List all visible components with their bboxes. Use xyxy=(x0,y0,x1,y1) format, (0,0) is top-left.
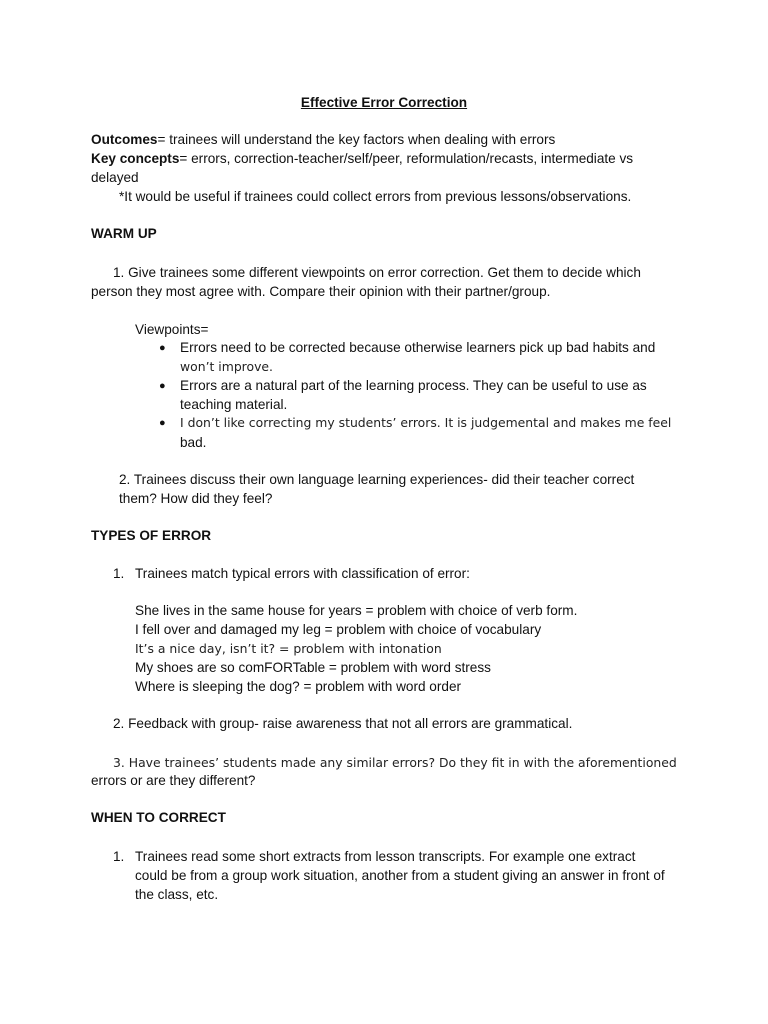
outcomes-text: = trainees will understand the key factors when dealing with errors xyxy=(157,132,556,147)
error-example-5: Where is sleeping the dog? = problem with word order xyxy=(135,679,462,694)
error-example-4: My shoes are so comFORTable = problem with word stress xyxy=(135,660,491,675)
key-concepts-text: = errors, correction-teacher/self/peer, reformulation/recasts, intermediate vs xyxy=(179,151,634,166)
viewpoint-3-line1: I don’t like correcting my students’ errors. It is judgemental and makes me feel xyxy=(180,415,672,430)
note-text: *It would be useful if trainees could collect errors from previous lessons/observations. xyxy=(119,189,632,204)
when-item1-number: 1. xyxy=(113,849,125,864)
key-concepts-cont: delayed xyxy=(91,170,139,185)
key-concepts-line xyxy=(91,149,633,168)
when-item1-line3: the class, etc. xyxy=(135,887,219,902)
warm-up-item2-line1: 2. Trainees discuss their own language learning experiences- did their teacher correct xyxy=(119,472,635,487)
types-item3-line2: errors or are they different? xyxy=(91,773,256,788)
error-example-2: I fell over and damaged my leg = problem with choice of vocabulary xyxy=(135,622,542,637)
warm-up-item2-line2: them? How did they feel? xyxy=(119,491,273,506)
viewpoint-2-line2: teaching material. xyxy=(180,397,288,412)
bullet-marker: ● xyxy=(159,380,166,392)
when-to-correct-heading: WHEN TO CORRECT xyxy=(91,810,226,825)
outcomes-line xyxy=(91,130,555,149)
warm-up-item1-line1: 1. Give trainees some different viewpoints on error correction. Get them to decide which xyxy=(113,265,641,280)
warm-up-heading: WARM UP xyxy=(91,226,157,241)
types-item1-number: 1. xyxy=(113,566,125,581)
types-item3-line1: 3. Have trainees’ students made any similar errors? Do they fit in with the aforementioned xyxy=(113,755,677,770)
types-of-error-heading: TYPES OF ERROR xyxy=(91,528,212,543)
document-title: Effective Error Correction xyxy=(300,95,468,110)
types-item2: 2. Feedback with group- raise awareness that not all errors are grammatical. xyxy=(113,716,573,731)
viewpoint-1-line2: won’t improve. xyxy=(180,359,273,374)
viewpoint-3-line2: bad. xyxy=(180,435,207,450)
when-item1-line1: Trainees read some short extracts from lesson transcripts. For example one extract xyxy=(135,849,636,864)
types-item1-text: Trainees match typical errors with classification of error: xyxy=(135,566,470,581)
when-item1-line2: could be from a group work situation, another from a student giving an answer in front of xyxy=(135,868,665,883)
warm-up-item1-line2: person they most agree with. Compare their opinion with their partner/group. xyxy=(91,284,551,299)
key-concepts-label: Key concepts xyxy=(91,151,180,166)
error-example-3: It’s a nice day, isn’t it? = problem with intonation xyxy=(135,641,442,656)
viewpoint-1-line1: Errors need to be corrected because otherwise learners pick up bad habits and xyxy=(180,340,656,355)
error-example-1: She lives in the same house for years = problem with choice of verb form. xyxy=(135,603,578,618)
viewpoints-label: Viewpoints= xyxy=(135,322,209,337)
outcomes-label: Outcomes xyxy=(91,132,158,147)
bullet-marker: ● xyxy=(159,342,166,354)
viewpoint-2-line1: Errors are a natural part of the learning process. They can be useful to use as xyxy=(180,378,647,393)
bullet-marker: ● xyxy=(159,417,166,429)
